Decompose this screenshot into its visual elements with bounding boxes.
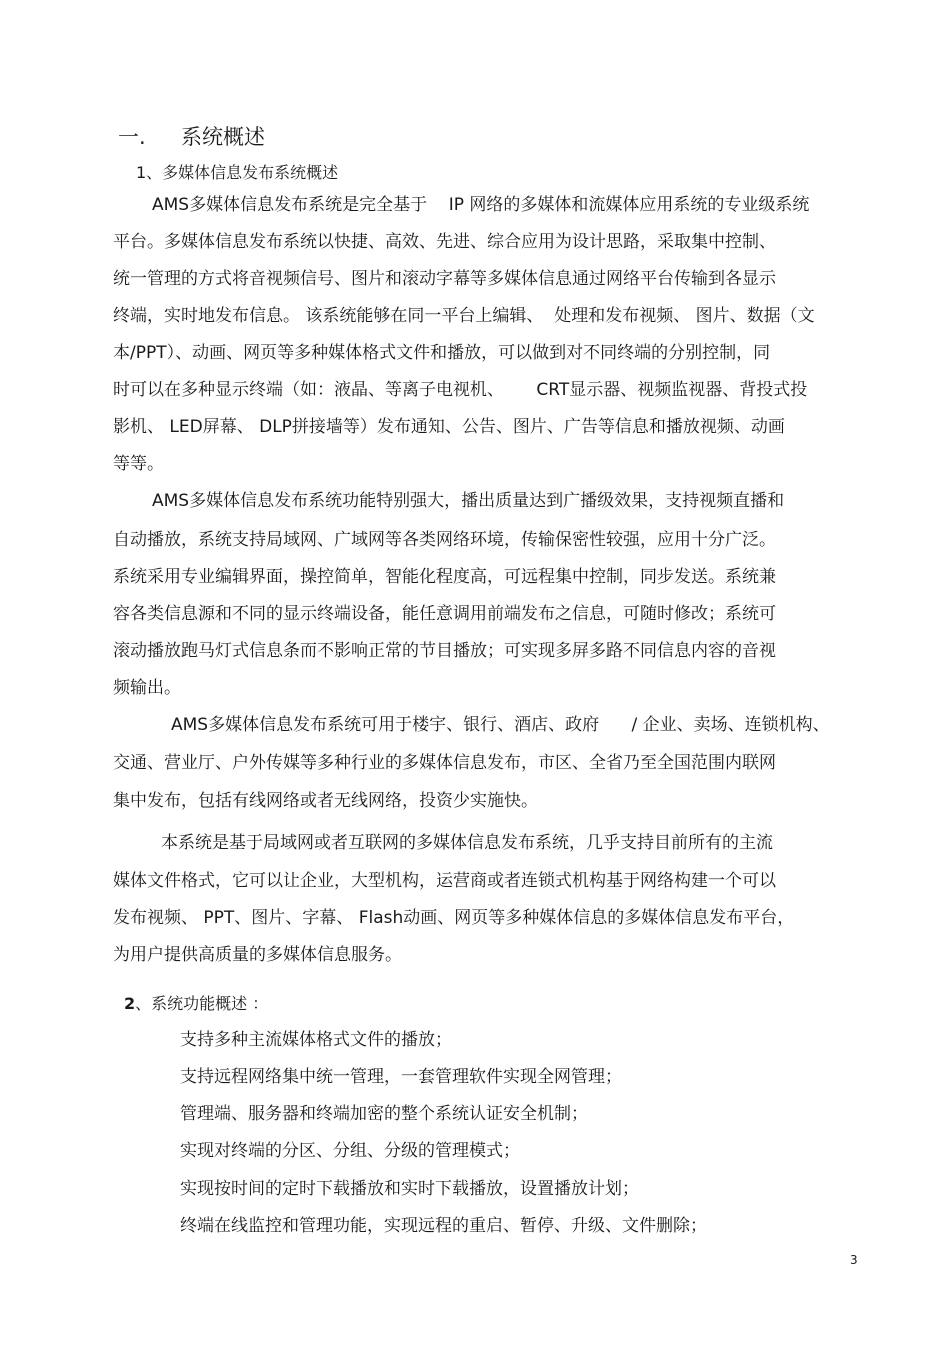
list-item: 实现按时间的定时下载播放和实时下载播放，设置播放计划； — [180, 1179, 639, 1199]
paragraph-line: 为用户提供高质量的多媒体信息服务。 — [113, 945, 402, 965]
paragraph-line: 统一管理的方式将音视频信号、图片和滚动字幕等多媒体信息通过网络平台传输到各显示 — [113, 269, 776, 289]
section1-title: 1、多媒体信息发布系统概述 — [136, 163, 339, 182]
section2-title-text: 、系统功能概述 ： — [135, 994, 269, 1013]
paragraph-line: AMS多媒体信息发布系统可用于楼宇、银行、酒店、政府 / 企业、卖场、连锁机构、 — [171, 715, 830, 735]
page-number: 3 — [850, 1253, 858, 1267]
paragraph-line: AMS多媒体信息发布系统功能特别强大，播出质量达到广播级效果，支持视频直播和 — [152, 491, 785, 511]
heading-number: 一. — [118, 125, 146, 149]
paragraph-line: 自动播放，系统支持局域网、广域网等各类网络环境，传输保密性较强，应用十分广泛。 — [113, 530, 776, 550]
paragraph-line: AMS多媒体信息发布系统是完全基于 IP 网络的多媒体和流媒体应用系统的专业级系统 — [152, 195, 810, 215]
paragraph-line: 本/PPT）、动画、网页等多种媒体格式文件和播放，可以做到对不同终端的分别控制，同 — [113, 343, 771, 363]
list-item: 终端在线监控和管理功能，实现远程的重启、暂停、升级、文件删除； — [180, 1216, 707, 1236]
paragraph-line: 本系统是基于局域网或者互联网的多媒体信息发布系统，几乎支持目前所有的主流 — [161, 833, 773, 853]
list-item: 支持远程网络集中统一管理，一套管理软件实现全网管理； — [180, 1067, 622, 1087]
paragraph-line: 容各类信息源和不同的显示终端设备，能任意调用前端发布之信息，可随时修改；系统可 — [113, 604, 776, 624]
paragraph-line: 交通、营业厅、户外传媒等多种行业的多媒体信息发布，市区、全省乃至全国范围内联网 — [113, 753, 776, 773]
heading-title: 系统概述 — [181, 125, 265, 149]
list-item: 支持多种主流媒体格式文件的播放； — [180, 1030, 452, 1050]
section2-number: 2 — [124, 994, 136, 1013]
paragraph-line: 集中发布，包括有线网络或者无线网络，投资少实施快。 — [113, 791, 538, 811]
paragraph-line: 发布视频、 PPT、图片、字幕、 Flash动画、网页等多种媒体信息的多媒体信息发布平台， — [113, 908, 795, 928]
paragraph-line: 滚动播放跑马灯式信息条而不影响正常的节目播放；可实现多屏多路不同信息内容的音视 — [113, 641, 776, 661]
paragraph-line: 媒体文件格式，它可以让企业，大型机构，运营商或者连锁式机构基于网络构建一个可以 — [113, 871, 776, 891]
paragraph-line: 时可以在多种显示终端（如：液晶、等离子电视机、 CRT显示器、视频监视器、背投式投 — [113, 380, 808, 400]
paragraph-line: 频输出。 — [113, 678, 181, 698]
paragraph-line: 终端，实时地发布信息。 该系统能够在同一平台上编辑、 处理和发布视频、 图片、数据（文 — [113, 306, 815, 326]
section2-title — [124, 994, 268, 1014]
paragraph-line: 影机、 LED屏幕、 DLP拼接墙等）发布通知、公告、图片、广告等信息和播放视频、动画 — [113, 417, 785, 437]
list-item: 管理端、服务器和终端加密的整个系统认证安全机制； — [180, 1104, 588, 1124]
paragraph-line: 系统采用专业编辑界面，操控简单，智能化程度高，可远程集中控制，同步发送。系统兼 — [113, 567, 776, 587]
paragraph-line: 平台。多媒体信息发布系统以快捷、高效、先进、综合应用为设计思路，采取集中控制、 — [113, 232, 776, 252]
list-item: 实现对终端的分区、分组、分级的管理模式； — [180, 1141, 520, 1161]
paragraph-line: 等等。 — [113, 454, 164, 474]
